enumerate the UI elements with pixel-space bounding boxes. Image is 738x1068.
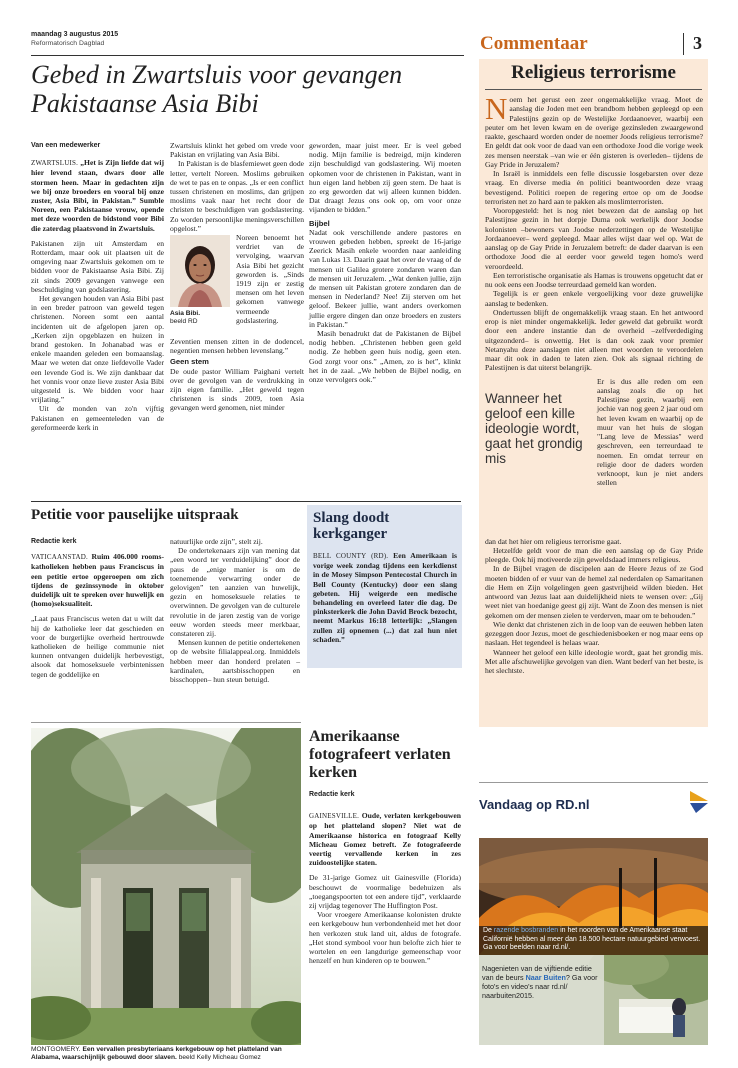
main-paragraph: Nadat ook verschillende andere pastores en vrouwen gebeden hebben, spreekt de 16-jarige Zeerick Masih enkele woorden naar aanleiding van Lukas 13. Daarin gaat het over de vraag of de mensen uit Galilea grotere zondaren waren dan de mensen uit Jeruzalem. „Wat denken jullie, zijn de mensen uit Pakistan grotere zondaren dan de mensen in Nederland? Nee! Zij sterven om het geloof. Bekeer jullie, want anders overkomen jullie ergere dingen dan onze broeders en zusters in Pakistan.” <box>309 227 461 329</box>
commentary-paragraph: dan dat het hier om religieus terrorisme gaat. <box>485 536 622 546</box>
church-caption: MONTGOMERY. Een vervallen presbyteriaans kerkgebouw op het platteland van Alabama, waarschijnlijk gebouwd door slaven. beeld Kelly Micheau Gomez <box>31 1046 282 1061</box>
main-paragraph: In Pakistan is de blasfemiewet geen dode letter, vertelt Noreen. Moslims gebruiken de wet te pas en te onpas. „Is er een conflict tussen christenen en moslims, dan grijpen moslims vaak naar het recht door de christen te beschuldigen van godslastering. Zo worden persoonlijke meningsverschillen opgelost.” <box>170 159 304 233</box>
church-photo-svg <box>31 728 301 1045</box>
main-subhead: Geen stem <box>170 357 209 367</box>
main-paragraph: Uit de monden van zo'n vijftig Pakistanen en gemeenteleden van de gereformeerde kerk in <box>31 404 164 432</box>
slang-headline: Slang doodt kerkganger <box>313 510 390 542</box>
commentary-paragraph: Wanneer het geloof een kille ideologie wordt, gaat het grondig mis. Met alle afschuwelijke gevolgen van dien. Want bederf van het beste, is het slechtste. <box>485 647 703 675</box>
commentary-paragraph: In Israël is inmiddels een felle discussie losgebarsten over deze vraag. En diverse media én politici beantwoorden deze vraag bevestigend. Politici roepen de regering ertoe op om de Joodse terroristen net zo hard aan te pakken als moslimterroristen. <box>485 169 703 206</box>
main-byline: Van een medewerker <box>31 142 101 149</box>
main-paragraph: Zwartsluis klinkt het gebed om vrede voor Pakistan en vrijlating van Asia Bibi. <box>170 141 304 160</box>
vandaag-title: Vandaag op RD.nl <box>479 797 590 812</box>
vandaag-rule <box>479 782 708 783</box>
rd-logo-icon <box>686 791 708 813</box>
page-number: 3 <box>693 33 702 53</box>
main-paragraph: Het gevangen houden van Asia Bibi past in een breder patroon van geweld tegen christenen. Noreen somt een aantal incidenten uit de afgelopen jaren op. „Kerken zijn opgeblazen en huizen in brand gestoken. In Johanabad was er enkele maanden geleden een bomaanslag. Maar we weten dat onze liefdevolle Vader een levende God is. We zijn dankbaar dat het vonnis voor onze lieve zuster Asia Bibi uitgesteld is. We bidden voor haar vrijlating.” <box>31 294 164 405</box>
kerken-paragraph: Voor vroegere Amerikaanse kolonisten drukte een kerkgebouw hun verbondenheid met het door hen verkozen stuk land uit, aldus de fotografe. „Het stond symbool voor hun belofte zich hier te wortelen en een langdurige gemeenschap voor henzelf en hun kinderen op te bouwen.” <box>309 910 461 966</box>
main-paragraph: Noreen benoemt het verdriet van de vervolging, waarvan Asia Bibi het gezicht geworden is. „Sinds 1919 zijn er zestig mensen om het leven gekomen vanwege vermeende godslastering. <box>236 233 304 325</box>
naarbuiten-link[interactable]: Naar Buiten <box>525 973 566 982</box>
main-lead-paragraph: ZWARTSLUIS. „Het is Zijn liefde dat wij hier levend staan, dwars door alle stormen heen. Maar in gedachten zijn we bij onze broeders en vooral bij onze zuster, Asia Bibi, in Pakistan.” Sumble Noreen, een Pakistaanse vrouw, opende met deze woorden de bidstond voor Bibi die zaterdag plaatsvond in Zwartsluis. <box>31 158 164 233</box>
kerken-lead-paragraph: GAINESVILLE. Oude, verlaten kerkgebouwen op het platteland slopen? Niet wat de Amerikaanse historica en fotograaf Kelly Micheau Gomez betreft. Ze fotografeerde veertig vervallende kerken in zes zuidoostelijke staten. <box>309 811 461 868</box>
main-subhead: Bijbel <box>309 218 330 228</box>
petitie-byline: Redactie kerk <box>31 538 77 545</box>
main-col-2 <box>170 141 304 413</box>
asia-bibi-caption: Asia Bibi. beeld RD <box>170 310 201 326</box>
petitie-lead-paragraph: VATICAANSTAD. Ruim 406.000 rooms-katholieken hebben paus Franciscus in een petitie ertoe opgeroepen om zich tijdens de gezinssynode in oktober duidelijk uit te spreken over huwelijk en (homo)seksualiteit. <box>31 552 164 609</box>
main-col-3 <box>309 141 461 384</box>
main-paragraph: geworden, maar juist meer. Er is veel gebed nodig. Mijn familie is bedreigd, mijn kinderen zijn beschuldigd van godslastering. Wij moeten opkomen voor de christenen in Pakistan, want in hun eigen land hebben zij geen stem. De haat is zo erg geworden dat wij alleen kunnen bidden. Dat draagt Jezus ons ook op, om voor onze vijanden te bidden.” <box>309 141 461 215</box>
masthead-rule <box>31 55 464 56</box>
main-paragraph: Zeventien mensen zitten in de dodencel, negentien mensen hebben levenslang.” <box>170 337 304 356</box>
section-rule <box>31 722 301 723</box>
church-photo <box>31 728 301 1045</box>
pull-quote: Wanneer het geloof een kille ideologie wordt, gaat het grondig mis <box>485 390 583 466</box>
commentary-paragraph: Ondertussen blijft de ongemakkelijk vraag staan. En het antwoord erop is niet minder ongemakkelijk. Ieder geweld dat gebruikt wordt door een andere instantie dan de overheid –zelfverdediging uitgezonderd– is onwettig. Het is dan ook zaak voor premier Netanyahu deze aanslagen niet alleen met woorden te veroordelen maar dit ook in daden te laten zien. Ook als signaal richting de Palestijnen is dat uiterst belangrijk. <box>485 307 703 373</box>
commentary-body <box>485 91 703 675</box>
main-paragraph: De oude pastor William Paighani vertelt over de gevolgen van de verdrukking in zijn eigen familie. „Het geweld tegen christenen is sinds 2009, toen Asia gevangen werd genomen, niet minder <box>170 366 304 413</box>
pull-quote-block <box>485 377 593 537</box>
commentary-paragraph: Wie denkt dat christenen zich in de loop van de eeuwen hebben laten gezeggen door Jezus, moet de geschiedenisboeken er nog maar eens op naslaan. Het tegendeel is helaas waar. <box>485 619 703 648</box>
rd-logo-icon-svg <box>686 791 708 813</box>
kerken-headline: Amerikaanse fotografeert verlaten kerken <box>309 728 451 781</box>
petitie-col-2 <box>170 537 300 684</box>
section-title: Commentaar <box>480 33 588 54</box>
slang-body <box>313 551 457 644</box>
commentary-rule <box>485 89 702 90</box>
petitie-paragraph: De ondertekenaars zijn van mening dat „een woord ter verduidelijking” door de paus de „enige manier is om de toenemende verwarring onder de gelovigen” ten aanzien van huwelijk, gezin en homoseksuele relaties te overwinnen. De gevolgen van de culturele revolutie in de jaren zestig van de vorige eeuw worden steeds meer merkbaar, constateren zij. <box>170 546 300 639</box>
section-rule <box>31 501 461 502</box>
petitie-headline: Petitie voor pauselijke uitspraak <box>31 507 239 523</box>
commentary-paragraph: Een terroristische organisatie als Hamas is trouwens opgetucht dat er nu ook eens een Joodse terreurdaad gemeld kan worden. <box>485 270 703 289</box>
main-paragraph: Pakistanen zijn uit Amsterdam en Rotterdam, maar ook uit plaatsen uit de omgeving naar Zwartsluis gekomen om te bidden voor de Pakistaanse Asia Bibi. Zij zit sinds 2009 gevangen vanwege een beschuldiging van godslastering. <box>31 238 164 294</box>
commentary-paragraph: In de Bijbel vragen de discipelen aan de Heere Jezus of ze God moeten bidden of er vuur van de hemel zal nederdalen op Samaritanen die Hem en Zijn volgelingen geen gastvrijheid wilden bieden. Het antwoord van Jezus laat aan duidelijkheid niets te wensen over: „Gij weet niet van hoedanige geest gij zijt. Want de Zoon des mensen is niet gekomen om der mensen zielen te verderven, maar om te behouden.” <box>485 564 703 620</box>
asia-bibi-photo-block <box>170 235 232 335</box>
masthead-paper: Reformatorisch Dagblad <box>31 40 105 47</box>
wildfire-link[interactable]: razende bosbranden <box>493 927 559 934</box>
commentary-paragraph: Noem het gerust een zeer ongemakkelijke vraag. Moet de aanslag die Joden met een brandbom hebben gepleegd op een Palestijns gezin op de Westelijke Jordaanoever, waarbij een peuter om het leven kwam en de overige gezinsleden zwaargewond raakte, geschaard worden onder de noemer Joods religieus terrorisme? En geldt dat ook voor de daad van een orthodoxe Jood die vorige week zes mensen neerstak –van wie er één gisteren is overleden– tijdens de Gay Pride in Jeruzalem? <box>485 91 703 169</box>
kerken-paragraph: De 31-jarige Gomez uit Gainesville (Florida) beschouwt de voormalige bedehuizen als „toegangspoorten tot een andere tijd”, verklaarde zij vrijdag tegenover The Huffington Post. <box>309 873 461 911</box>
main-headline: Gebed in Zwartsluis voor gevangen Pakistaanse Asia Bibi <box>31 60 403 118</box>
drop-cap: N <box>485 91 508 126</box>
wildfire-promo[interactable] <box>479 838 708 955</box>
naarbuiten-promo[interactable] <box>479 955 708 1045</box>
commentary-paragraph: Er is dus alle reden om een aanslag zoals die op het Palestijnse gezin, waarbij een jochie van nog geen 2 jaar oud om het leven kwam en waarbij op de muur van het huis de slogan "Lang leve de Messias" werd geschreven, een terreurdaad te noemen. En omdat terreur en religie door de daders worden verknoopt, kun je niet anders stellen <box>597 376 703 488</box>
main-col-1 <box>31 141 164 432</box>
slang-paragraph: BELL COUNTY (RD). Een Amerikaan is vorige week zondag tijdens een kerkdienst in de Mosey Simpson Pentecostal Church in Bell County (Kentucky) door een slang gebeten. Hij weigerde een medische behandeling en overleed later die dag. De pinksterkerk die John David Brock bezocht, neemt Markus 16:18 letterlijk: „Slangen zullen zij opnemen (...) dat zal hun niet schaden.” <box>313 551 457 644</box>
petitie-paragraph: natuurlijke orde zijn”, stelt zij. <box>170 537 263 546</box>
asia-bibi-photo <box>170 235 230 307</box>
commentary-headline: Religieus terrorisme <box>511 62 676 83</box>
naarbuiten-caption: Nagenieten van de vijftiende editie van de beurs Naar Buiten? Ga voor foto's en video's naar rd.nl/ naarbuiten2015. <box>482 964 598 1000</box>
petitie-col-1 <box>31 537 164 679</box>
wildfire-caption: De razende bosbranden in het noorden van de Amerikaanse staat Californië hebben al meer dan 18.500 hectare natuurgebied verwoest. Ga voor beelden naar rd.nl/. <box>483 927 701 952</box>
commentary-paragraph: Hetzelfde geldt voor de man die een aanslag op de Gay Pride pleegde. Ook hij motiveerde zijn geweldsdaad immers religieus. <box>485 545 703 564</box>
masthead-date: maandag 3 augustus 2015 <box>31 31 119 38</box>
commentary-paragraph: Vooropgesteld: het is nog niet bewezen dat de aanslag op het Palestijnse gezin in het dorpje Duma ook werkelijk door Joodse kolonisten –bewoners van Joodse nederzettingen op de Westelijke Jordaanoever– werd gepleegd. Maar alles wijst daar wel op. Wat de aanslag op de Gay Pride in Jeruzalem betreft: de dader daarvan is een orthodoxe Jood die al eerder voor geweld tegen homo's werd veroordeeld. <box>485 206 703 271</box>
petitie-paragraph: Mensen kunnen de petitie ondertekenen op de website filialappeal.org. Inmiddels hebben meer dan honderd prelaten –kardinalen, aartsbisschoppen en bisschoppen– hun steun betuigd. <box>170 638 300 685</box>
main-paragraph: Masih benadrukt dat de Pakistanen de Bijbel nodig hebben. „Christenen hebben geen geld nodig. Ze hebben geen huis nodig, geen eten. God zorgt voor ons.” „Amen, zo is het”, klinkt het in de zaal. „We hebben de Bijbel nodig, en onze vervolgers ook.” <box>309 329 461 385</box>
kerken-body <box>309 790 461 965</box>
commentary-paragraph: Tegelijk is er geen enkele vergoelijking voor deze gruwelijke aanslag te bedenken. <box>485 289 703 308</box>
kerken-byline: Redactie kerk <box>309 791 355 798</box>
petitie-paragraph: „Laat paus Franciscus weten dat u wilt dat hij de katholieke leer dat geschieden en voor de burgerlijke overheid hertrouwde katholieken de heilige communie niet kunnen ontvangen duidelijk herbevestigt, alsook dat homoseksuele verbintenissen tegen de goddelijke en <box>31 614 164 679</box>
page-number-divider <box>683 33 684 55</box>
